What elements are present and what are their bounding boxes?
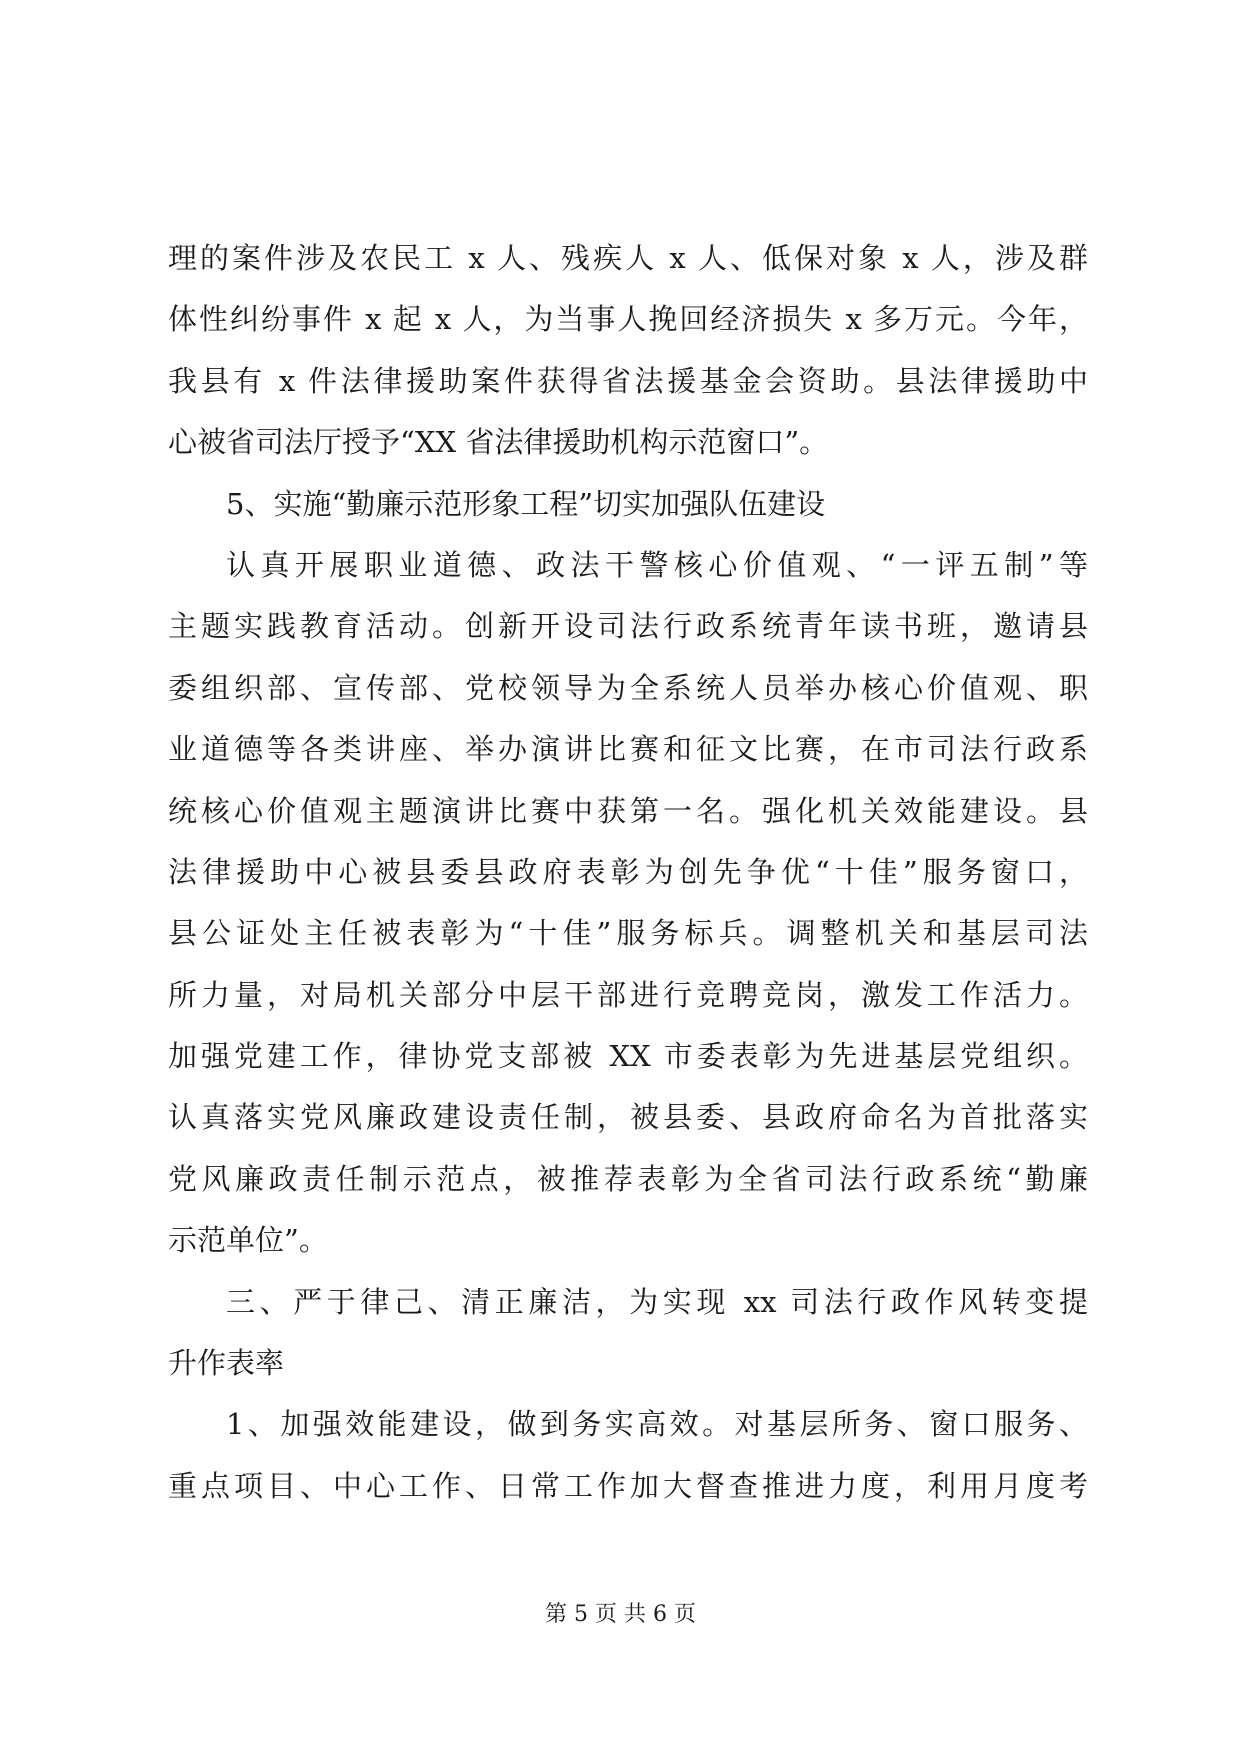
text-line: 认真开展职业道德、政法干警核心价值观、“一评五制”等 [226, 547, 1088, 582]
text-line: 党风廉政责任制示范点，被推荐表彰为全省司法行政系统“勤廉 [168, 1161, 1088, 1196]
text-line: 所力量，对局机关部分中层干部进行竞聘竞岗，激发工作活力。 [168, 977, 1088, 1012]
text-line: 重点项目、中心工作、日常工作加大督查推进力度，利用月度考 [168, 1468, 1088, 1503]
text-line: 统核心价值观主题演讲比赛中获第一名。强化机关效能建设。县 [168, 793, 1088, 828]
text-line: 加强党建工作，律协党支部被 XX 市委表彰为先进基层党组织。 [168, 1039, 1088, 1074]
text-line: 委组织部、宣传部、党校领导为全系统人员举办核心价值观、职 [168, 670, 1088, 705]
text-line: 1、加强效能建设，做到务实高效。对基层所务、窗口服务、 [226, 1407, 1088, 1442]
text-line: 县公证处主任被表彰为“十佳”服务标兵。调整机关和基层司法 [168, 916, 1088, 951]
text-line: 认真落实党风廉政建设责任制，被县委、县政府命名为首批落实 [168, 1100, 1088, 1135]
text-line: 理的案件涉及农民工 x 人、残疾人 x 人、低保对象 x 人，涉及群 [168, 241, 1088, 275]
section-heading: 三、严于律己、清正廉洁，为实现 xx 司法行政作风转变提 [226, 1284, 1088, 1319]
text-line: 体性纠纷事件 x 起 x 人，为当事人挽回经济损失 x 多万元。今年， [168, 302, 1088, 337]
text-line: 心被省司法厅授予“XX 省法律援助机构示范窗口”。 [168, 425, 829, 460]
text-line: 主题实践教育活动。创新开设司法行政系统青年读书班，邀请县 [168, 609, 1088, 644]
text-line: 法律援助中心被县委县政府表彰为创先争优“十佳”服务窗口， [168, 854, 1088, 889]
text-line: 业道德等各类讲座、举办演讲比赛和征文比赛，在市司法行政系 [168, 732, 1088, 767]
page-footer [0, 1600, 1241, 1630]
text-line: 示范单位”。 [168, 1223, 328, 1258]
page-number: 第 5 页 共 6 页 [545, 1602, 696, 1627]
text-line: 我县有 x 件法律援助案件获得省法援基金会资助。县法律援助中 [168, 363, 1088, 398]
section-heading: 升作表率 [168, 1346, 285, 1381]
document-body [168, 228, 1088, 1517]
section-heading: 5、实施“勤廉示范形象工程”切实加强队伍建设 [226, 486, 826, 521]
